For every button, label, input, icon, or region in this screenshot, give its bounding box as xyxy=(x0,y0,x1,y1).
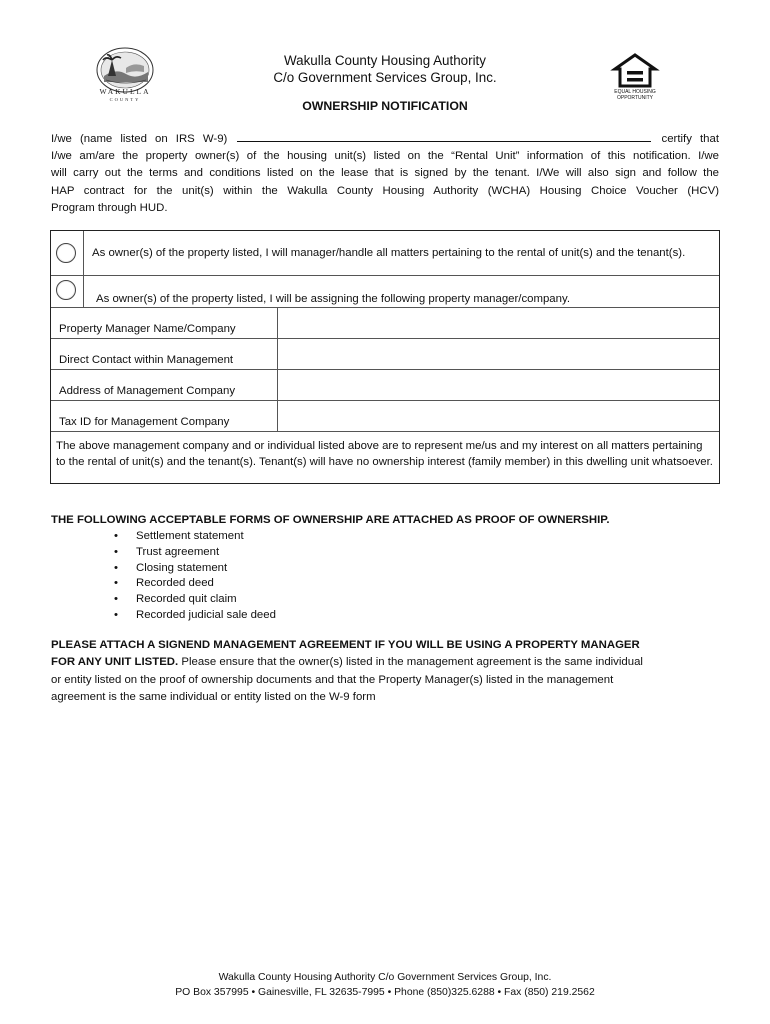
footer-contact: PO Box 357995 • Gainesville, FL 32635-7995 • Phone (850)325.6288 • Fax (850) 219.2562 xyxy=(175,987,595,998)
wakulla-logo-text: WAKULLA xyxy=(99,87,151,96)
management-form xyxy=(50,230,720,484)
tax-id-label: Tax ID for Management Company xyxy=(59,416,230,428)
direct-contact-input[interactable] xyxy=(278,339,719,369)
intro-line1-start: I/we (name listed on IRS W-9) xyxy=(51,133,228,145)
property-manager-input[interactable] xyxy=(278,308,719,338)
list-item: • Settlement statement xyxy=(114,529,276,545)
direct-contact-label: Direct Contact within Management xyxy=(59,354,234,366)
list-item: • Recorded deed xyxy=(114,576,276,592)
equal-housing-text: EQUAL HOUSING xyxy=(614,89,656,95)
org-subname: C/o Government Services Group, Inc. xyxy=(273,70,497,85)
attach-line-4: agreement is the same individual or entity listed on the W-9 form xyxy=(51,690,376,703)
intro-line-2: I/we am/are the property owner(s) of the housing unit(s) listed on the “Rental Unit” information of this notification. I/we xyxy=(51,150,719,163)
option1-label: As owner(s) of the property listed, I will manager/handle all matters pertaining to the rental of unit(s) and the tenant(s). xyxy=(92,247,686,259)
county-logo-text: COUNTY xyxy=(109,97,141,102)
list-item: • Trust agreement xyxy=(114,545,276,561)
property-manager-label: Property Manager Name/Company xyxy=(59,323,236,335)
page-title: OWNERSHIP NOTIFICATION xyxy=(302,99,468,113)
attach-line-1 xyxy=(51,637,719,654)
list-item: • Recorded judicial sale deed xyxy=(114,608,276,624)
proof-heading: THE FOLLOWING ACCEPTABLE FORMS OF OWNERSHIP ARE ATTACHED AS PROOF OF OWNERSHIP. xyxy=(51,514,610,526)
attach-line-3: or entity listed on the proof of ownership documents and that the Property Manager(s) listed in the management xyxy=(51,673,614,686)
representation-statement: The above management company and or individual listed above are to represent me/us and my interest on all matters pertaining to the rental of unit(s) and the tenant(s). Tenant(s) will have no ownership interest (family member) in this dwelling unit whatsoever. xyxy=(56,440,713,468)
owner-name-blank[interactable] xyxy=(237,130,651,142)
proof-list xyxy=(114,529,276,624)
tax-id-input[interactable] xyxy=(278,401,719,431)
intro-line-1 xyxy=(51,130,719,148)
management-address-input[interactable] xyxy=(278,370,719,400)
opportunity-text: OPPORTUNITY xyxy=(616,95,654,100)
management-address-label: Address of Management Company xyxy=(59,385,236,397)
intro-line-5: Program through HUD. xyxy=(51,201,168,214)
footer-org: Wakulla County Housing Authority C/o Government Services Group, Inc. xyxy=(218,972,552,983)
attach-bold-1: PLEASE ATTACH A SIGNEND MANAGEMENT AGREEMENT IF YOU WILL BE USING A PROPERTY MANAGER xyxy=(51,639,640,651)
org-name: Wakulla County Housing Authority xyxy=(284,53,486,68)
option2-radio[interactable] xyxy=(56,280,76,300)
intro-line1-end: certify that xyxy=(661,133,719,145)
intro-paragraph xyxy=(51,130,719,217)
management-agreement-notice xyxy=(51,637,719,706)
attach-line-2 xyxy=(51,654,719,671)
option1-radio[interactable] xyxy=(56,243,76,263)
intro-line-4: HAP contract for the unit(s) within the Wakulla County Housing Authority (WCHA) Housing Choice Voucher (HCV) xyxy=(51,184,719,197)
list-item: • Recorded quit claim xyxy=(114,592,276,608)
option2-label: As owner(s) of the property listed, I will be assigning the following property manager/company. xyxy=(96,293,570,305)
list-item: • Closing statement xyxy=(114,561,276,577)
attach-text-2: Please ensure that the owner(s) listed in the management agreement is the same individual xyxy=(178,656,643,669)
intro-line-3: will carry out the terms and conditions listed on the lease that is signed by the tenant. I/We will also sign and follow the xyxy=(51,167,719,180)
attach-bold-2: FOR ANY UNIT LISTED. xyxy=(51,656,179,669)
